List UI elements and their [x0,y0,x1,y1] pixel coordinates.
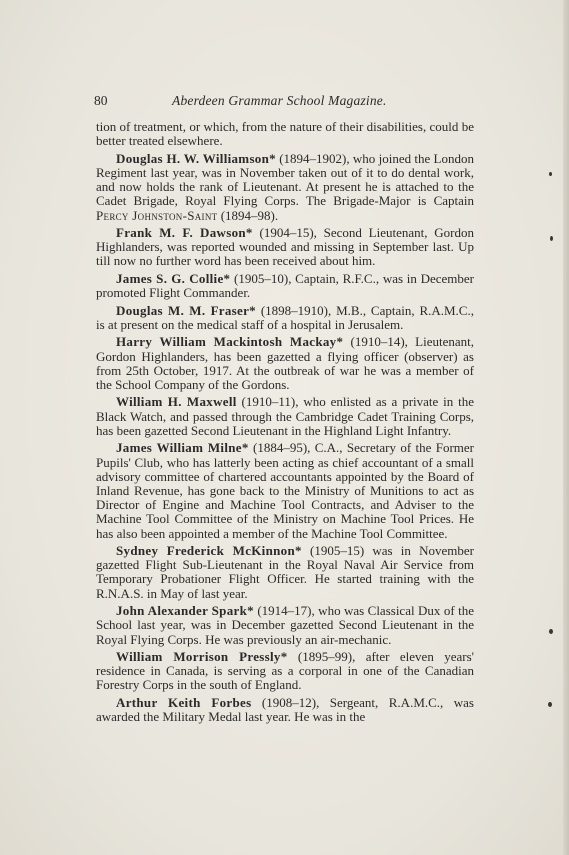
entry-paragraph [96,696,474,724]
entry-paragraph [96,226,474,269]
entry-text: (1884–95), C.A., Secretary of the Former Pupils' Club, who has latterly been acting as chief accountant of a small advisory committee of chartered accountants appointed by the Board of Inland Revenue, has gone back to the Ministry of Munitions to act as Director of Engine and Machine Tool Contracts, and Adviser to the Machine Tool Committee of the Ministry on Machine Tool Prices. He has also been appointed a member of the Machine Tool Committee. [96,440,474,541]
person-name: John Alexander Spark* [116,603,254,619]
entry-text: (1910–11), who enlisted as a private in the Black Watch, and passed through the Cambridge Cadet Training Corps, has been gazetted Second Lieutenant in the Highland Light Infantry. [96,394,474,438]
margin-speck [549,172,552,176]
person-name: William H. Maxwell [116,394,237,410]
person-name: Sydney Frederick McKinnon* [116,543,302,559]
entry-paragraph [96,604,474,647]
paragraph-text: tion of treatment, or which, from the nature of their disabilities, could be better treated elsewhere. [96,119,474,149]
entry-text-tail: (1894–98). [217,207,279,223]
margin-speck [550,236,553,241]
entry-paragraph [96,272,474,300]
page-number: 80 [94,93,108,108]
entry-text: (1905–15) was in November gazetted Flight Sub-Lieutenant in the Royal Naval Air Service from Temporary Probationer Flight Officer. He started training with the R.N.A.S. in May of last year. [96,543,475,601]
running-title: Aberdeen Grammar School Magazine. [172,93,387,108]
entry-paragraph [96,544,474,601]
margin-speck [548,702,552,707]
entry-text: (1898–1910), M.B., Captain, R.A.M.C., is at present on the medical staff of a hospital in Jerusalem. [96,302,474,332]
entry-paragraph [96,395,474,438]
page-edge-shadow [563,0,569,855]
entry-text: (1908–12), Sergeant, R.A.M.C., was awarded the Military Medal last year. He was in the [96,694,474,725]
running-header [94,93,494,109]
person-name: Frank M. F. Dawson* [116,225,253,241]
entry-paragraph [96,441,474,540]
person-name: William Morrison Pressly* [116,649,288,665]
person-name: James William Milne* [116,440,249,456]
entry-text: (1894–1902), who joined the London Regiment last year, was in November taken out of it to do dental work, and now holds the rank of Lieutenant. At present he is attached to the Cadet Brigade, Royal Flying Corps. The Brigade-Major is Captain [96,150,474,209]
person-name: Arthur Keith Forbes [116,694,252,710]
person-name: James S. G. Collie* [116,270,231,286]
article-body [96,120,474,728]
entry-paragraph [96,152,474,223]
paragraph-continued [96,120,474,148]
person-name: Harry William Mackintosh Mackay* [116,334,344,350]
entry-paragraph [96,304,474,332]
small-caps-name: Percy Johnston-Saint [96,207,218,223]
entry-text: (1904–15), Second Lieutenant, Gordon Highlanders, was reported wounded and missing in September last. Up till now no further word has been received about him. [96,225,474,269]
person-name: Douglas H. W. Williamson* [116,150,276,166]
entry-text: (1905–10), Captain, R.F.C., was in December promoted Flight Commander. [96,270,474,301]
entry-paragraph [96,650,474,693]
margin-speck [549,629,553,634]
entry-text: (1895–99), after eleven years' residence in Canada, is serving as a corporal in one of the Canadian Forestry Corps in the south of England. [96,649,474,693]
entry-paragraph [96,335,474,392]
entry-text: (1914–17), who was Classical Dux of the School last year, was in December gazetted Second Lieutenant in the Royal Flying Corps. He was previously an air-mechanic. [96,603,474,647]
entry-text: (1910–14), Lieutenant, Gordon Highlanders, has been gazetted a flying officer (observer) as from 25th October, 1917. At the outbreak of war he was a member of the School Company of the Gordons. [96,334,475,392]
person-name: Douglas M. M. Fraser* [116,302,256,318]
